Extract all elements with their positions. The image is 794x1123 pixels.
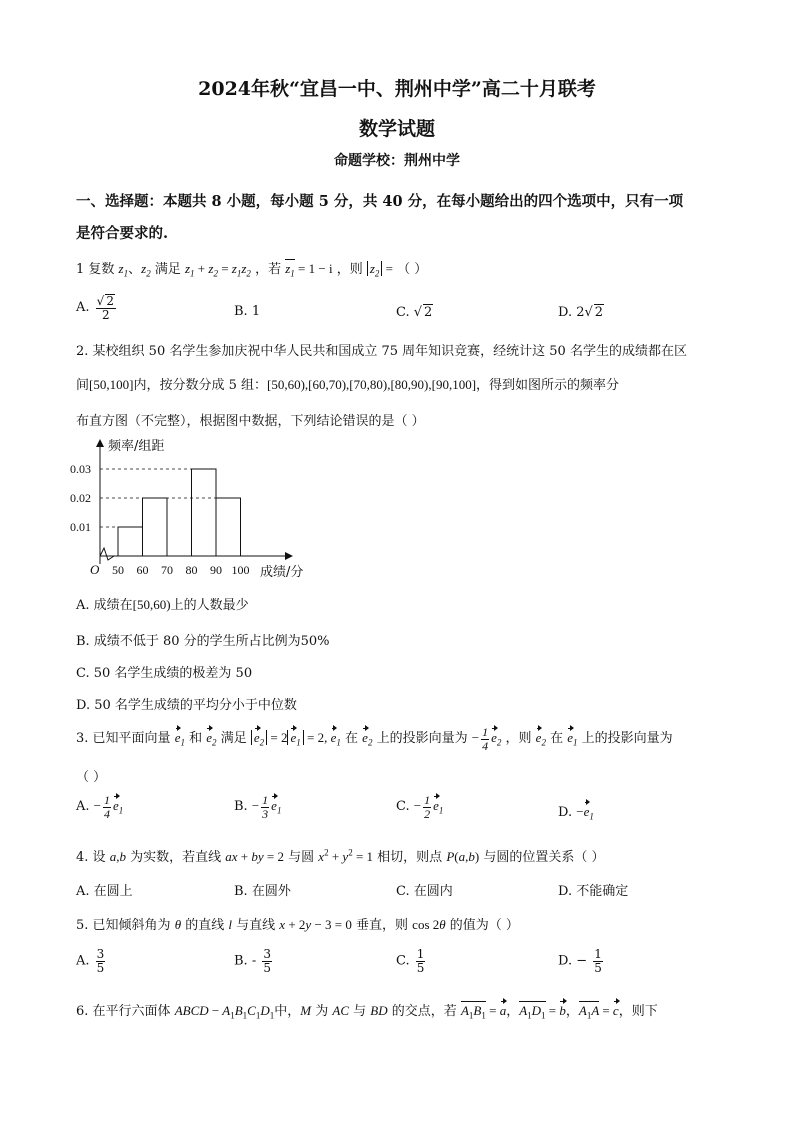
exam-title: 2024年秋“宜昌一中、荆州中学”高二十月联考 — [198, 78, 596, 100]
question-6: 6. 在平行六面体 ABCD − $A_1B_1C_1D_1$中，M 为 AC 与 BD 的交点，若 $A_1B_1 = a$，$A_1D_1 = b$，$A_1A = c$，则下 — [76, 1003, 658, 1021]
q3-option-a: A. − $\frac{1}{4}$ $e_1$ — [76, 793, 124, 821]
q1-option-a: A. $\frac{√ 2}{2}$ — [76, 294, 114, 322]
y-tick-label: 0.03 — [70, 462, 91, 476]
frequency-histogram — [64, 436, 324, 582]
q3-option-b: B. − $\frac{1}{3}$ $e_1$ — [234, 793, 282, 821]
q3-paren: （ ） — [76, 770, 107, 785]
x-tick-label: 80 — [185, 563, 198, 577]
y-tick-label: 0.02 — [70, 491, 91, 505]
x-tick-label: 70 — [161, 563, 173, 577]
question-5: 5. 已知倾斜角为 θ 的直线 l 与直线 x + 2y − 3 = 0 垂直，则 cos 2θ 的值为（ ） — [76, 917, 519, 933]
question-3: 3. 已知平面向量 $e_1$ 和 $e_2$ 满足 $e_2 = 2$ $e_1 = 2$, $e_1$ 在 $e_2$ 上的投影向量为 − $\frac{1}{4}$ $e_2$ ，则 $e_2$ 在 $e_1$ 上的投影向量为 — [76, 725, 673, 753]
q3-option-d: D. $-e_1$ — [558, 804, 594, 822]
histogram-bar-60-70 — [143, 498, 168, 556]
q2-option-c: C. 50 名学生成绩的极差为 50 — [76, 666, 253, 681]
q2-option-b: B. 成绩不低于 80 分的学生所占比例为50% — [76, 634, 330, 649]
q5-option-b: B. - $\frac{3}{5}$ — [234, 947, 271, 975]
y-tick-label: 0.01 — [70, 520, 91, 534]
q5-option-a: A. $\frac{3}{5}$ — [76, 947, 105, 975]
setter-school: 命题学校：荆州中学 — [334, 153, 460, 169]
question-4: 4. 设 a,b 为实数，若直线 ax + by = 2 与圆 $x^2 + y^2 = 1$ 相切，则点 P(a,b) 与圆的位置关系（ ） — [76, 847, 605, 865]
q4-option-c: C. 在圆内 — [396, 884, 453, 899]
q1-option-c: C. √ 2 — [396, 305, 433, 320]
question-2-line1: 2. 某校组织 50 名学生参加庆祝中华人民共和国成立 75 周年知识竞赛，经统计这 50 名学生的成绩都在区 — [76, 344, 687, 359]
q5-option-d: D. − $\frac{1}{5}$ — [558, 947, 602, 975]
q2-option-d: D. 50 名学生成绩的平均分小于中位数 — [76, 698, 297, 713]
x-tick-label: 90 — [210, 563, 222, 577]
question-2-line3: 布直方图（不完整），根据图中数据，下列结论错误的是（ ） — [76, 414, 425, 429]
q4-option-a: A. 在圆上 — [76, 884, 133, 899]
section-heading-line1: 一、选择题：本题共 8 小题，每小题 5 分，共 40 分，在每小题给出的四个选项中，只有一项 — [76, 193, 684, 210]
histogram-bar-50-60 — [118, 527, 143, 556]
x-tick-label: 50 — [112, 563, 124, 577]
axis-break — [100, 548, 114, 560]
question-2-line2: 间[50,100]内，按分数分成 5 组：[50,60),[60,70),[70,80),[80,90),[90,100]，得到如图所示的频率分 — [76, 377, 620, 393]
x-axis-label: 成绩/分 — [260, 565, 304, 580]
section-heading-line2: 是符合要求的. — [76, 225, 169, 242]
exam-subtitle: 数学试题 — [358, 118, 435, 140]
q2-option-a: A. 成绩在[50,60)上的人数最少 — [76, 597, 249, 613]
q1-option-d: D. 2√ 2 — [558, 305, 604, 320]
q5-option-c: C. $\frac{1}{5}$ — [396, 947, 425, 975]
q4-option-d: D. 不能确定 — [558, 884, 629, 899]
question-1: 1 复数 $z_1$、$z_2$ 满足 $z_1 + z_2 = z_1z_2$ ，若 $z_1 = 1 - i$ ，则 $z_2$ = （ ） — [76, 261, 428, 279]
origin-label: O — [90, 562, 100, 577]
q3-option-c: C. − $\frac{1}{2}$ $e_1$ — [396, 793, 444, 821]
y-axis-label: 频率/组距 — [108, 439, 165, 454]
histogram-bar-90-100 — [216, 498, 241, 556]
x-tick-label: 60 — [136, 563, 149, 577]
q1-option-b: B. 1 — [234, 304, 261, 319]
histogram-bar-80-90 — [192, 469, 217, 556]
x-tick-label: 100 — [231, 563, 250, 577]
q4-option-b: B. 在圆外 — [234, 884, 291, 899]
